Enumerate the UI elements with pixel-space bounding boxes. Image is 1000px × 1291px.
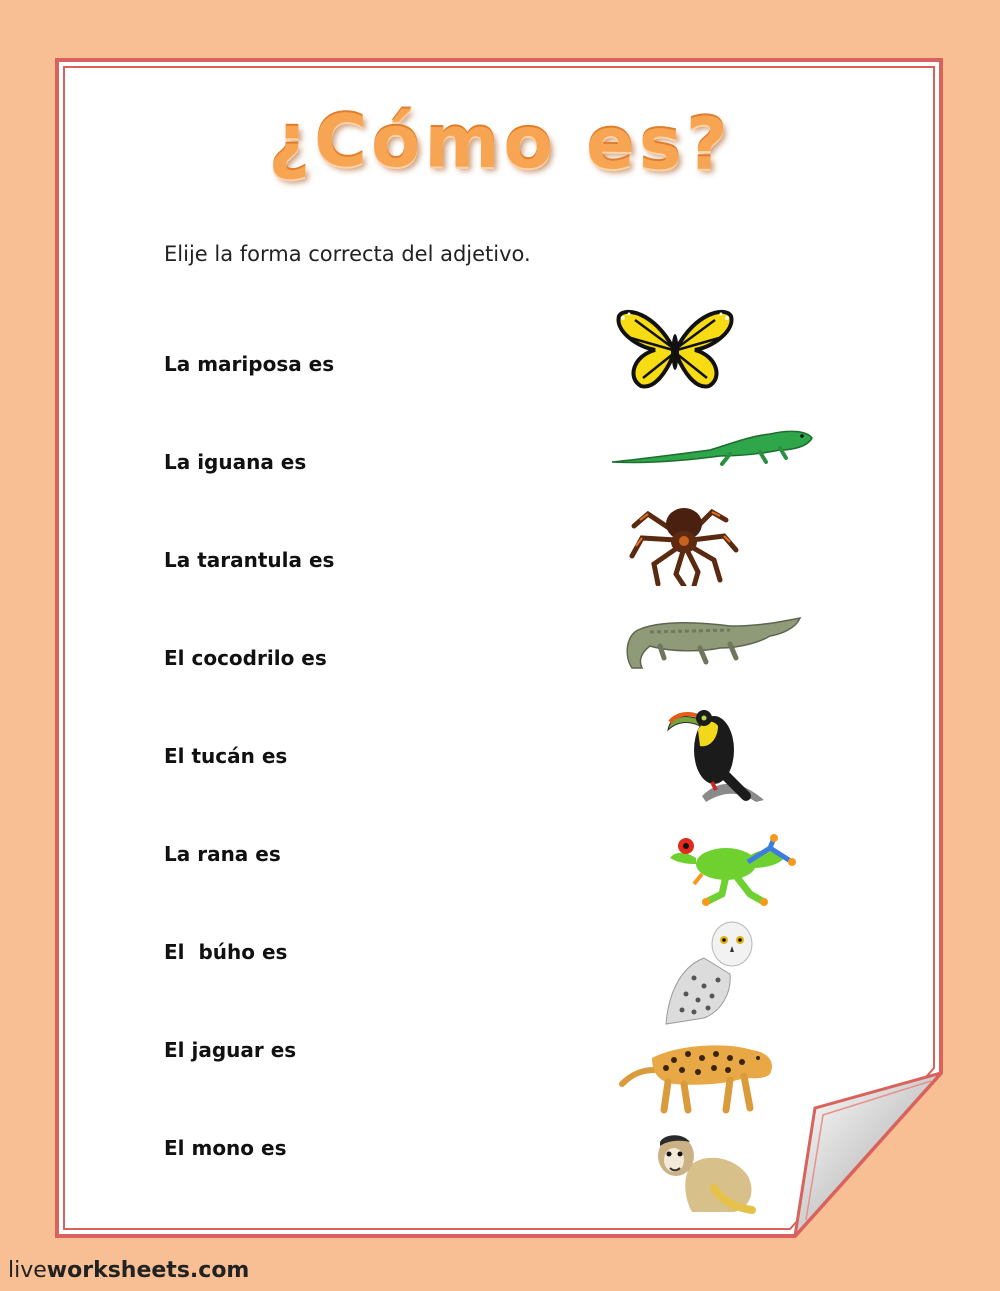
crocodile-icon [620,612,804,672]
item-label-jaguar: El jaguar es [164,1038,297,1062]
instruction-text: Elije la forma correcta del adjetivo. [164,242,531,266]
tarantula-icon [628,494,740,586]
brand-logo: liveworksheets.com [8,1258,250,1283]
iguana-icon [610,420,815,468]
jaguar-icon [618,1034,778,1114]
page-title: ¿Cómo es? [268,97,732,187]
toucan-icon [666,696,768,804]
item-label-tucan: El tucán es [164,744,288,768]
frog-icon [666,828,796,908]
item-label-rana: La rana es [164,842,281,866]
monkey-icon [652,1128,758,1214]
item-label-iguana: La iguana es [164,450,307,474]
item-label-mariposa: La mariposa es [164,352,335,376]
butterfly-icon [615,308,735,390]
owl-icon [664,918,756,1026]
item-label-cocodrilo: El cocodrilo es [164,646,327,670]
item-label-mono: El mono es [164,1136,287,1160]
item-label-tarantula: La tarantula es [164,548,335,572]
item-label-buho: El búho es [164,940,288,964]
